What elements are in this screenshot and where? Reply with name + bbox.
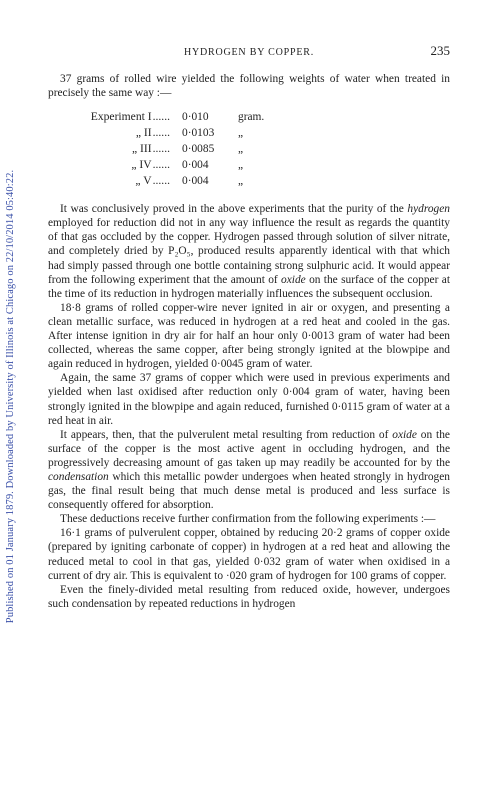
row-unit: „ bbox=[238, 127, 244, 140]
paragraph-again: Again, the same 37 grams of copper which were used in previous experiments and yielded when last oxidised after reduction only 0·004 gram of water, having been strongly ignited in the blowpipe and again reduced, furnished 0·0115 gram of water at a red heat in air. bbox=[48, 372, 450, 427]
row-value: 0·0085 bbox=[182, 143, 215, 156]
row-dots: ...... bbox=[152, 110, 170, 124]
row-dots: ...... bbox=[152, 142, 170, 156]
row-value: 0·010 bbox=[182, 111, 209, 124]
intro-paragraph: 37 grams of rolled wire yielded the following weights of water when treated in precisely the same way :— bbox=[48, 73, 450, 100]
paragraph-purity bbox=[48, 202, 450, 301]
row-label: „ III bbox=[131, 142, 152, 156]
row-dots: ...... bbox=[152, 158, 170, 172]
row-dots: ...... bbox=[152, 126, 170, 140]
row-label: Experiment I bbox=[90, 110, 152, 124]
paragraph-wire-experiment: 18·8 grams of rolled copper-wire never ignited in air or oxygen, and presenting a clean metallic surface, was reduced in hydrogen at a red heat and cooled in the gas. After intense ignition in dry air for half an hour only 0·0013 gram of water had been collected, whereas the same copper, after being strongly ignited at the blowpipe and again reduced in hydrogen, yielded 0·0045 gram of water. bbox=[48, 301, 450, 371]
paragraph-final: Even the finely-divided metal resulting from reduced oxide, however, undergoes such condensation by repeated reductions in hydrogen bbox=[48, 583, 450, 610]
italic-run: condensation bbox=[48, 470, 109, 483]
row-label: „ IV bbox=[131, 158, 152, 172]
italic-run: oxide bbox=[281, 273, 306, 286]
row-dots: ...... bbox=[152, 174, 170, 188]
paragraph-conclusion bbox=[48, 428, 450, 513]
running-title: HYDROGEN BY COPPER. bbox=[183, 47, 315, 58]
text-run: It appears, then, that the pulverulent metal resulting from reduction of bbox=[60, 428, 393, 441]
row-unit: gram. bbox=[238, 111, 265, 124]
text-run: on the surface of the copper is the most active agent in occluding hydrogen, and the progressively decreasing amount of gas taken up may readily be accounted for by the bbox=[48, 428, 450, 469]
paragraph-deductions: These deductions receive further confirmation from the following experiments :— bbox=[60, 513, 436, 526]
table-row bbox=[48, 174, 450, 190]
table-row bbox=[48, 126, 450, 142]
row-value: 0·004 bbox=[182, 175, 209, 188]
text-run: It was conclusively proved in the above experiments that the purity of the bbox=[60, 203, 408, 216]
row-unit: „ bbox=[238, 159, 244, 172]
page-number: 235 bbox=[430, 43, 450, 58]
paragraph-pulverulent: 16·1 grams of pulverulent copper, obtained by reducing 20·2 grams of copper oxide (prepared by igniting carbonate of copper) in hydrogen at a red heat and allowing the reduced metal to cool in that gas, yielded 0·032 gram of water when oxidised in a current of dry air. This is equivalent to ·020 gram of hydrogen for 100 grams of copper. bbox=[48, 527, 450, 582]
row-unit: „ bbox=[238, 143, 244, 156]
row-value: 0·004 bbox=[182, 159, 209, 172]
row-label: „ V bbox=[135, 174, 152, 188]
text-run: on the surface of the copper at the time of its reduction in hydrogen materially influences the subsequent occlusion. bbox=[48, 273, 450, 300]
provenance-sidebar bbox=[1, 0, 21, 792]
results-table bbox=[48, 110, 450, 190]
text-run: employed for reduction did not in any way influence the result as regards the quantity of that gas occluded by the copper. Hydrogen passed through solution of silver nitrate, and completely dried by P₂O₅, produced results apparently identical with that which had simply passed through one bottle containing strong sulphuric acid. It would appear from the following experiment that the amount of bbox=[48, 217, 450, 286]
page-body bbox=[48, 44, 450, 611]
table-row bbox=[48, 158, 450, 174]
table-row bbox=[48, 142, 450, 158]
running-header bbox=[48, 44, 450, 62]
italic-run: hydrogen bbox=[407, 203, 450, 216]
row-label: „ II bbox=[135, 126, 152, 140]
row-value: 0·0103 bbox=[182, 127, 215, 140]
italic-run: oxide bbox=[392, 428, 417, 441]
row-unit: „ bbox=[238, 175, 244, 188]
provenance-text: Published on 01 January 1879. Downloaded by University of Illinois at Chicago on 22/10/2014 05:40:22. bbox=[5, 169, 17, 623]
table-row bbox=[48, 110, 450, 126]
text-run: which this metallic powder undergoes when heated strongly in hydrogen gas, the final result being that much dense metal is produced and less surface is consequently offered for absorption. bbox=[48, 470, 450, 512]
